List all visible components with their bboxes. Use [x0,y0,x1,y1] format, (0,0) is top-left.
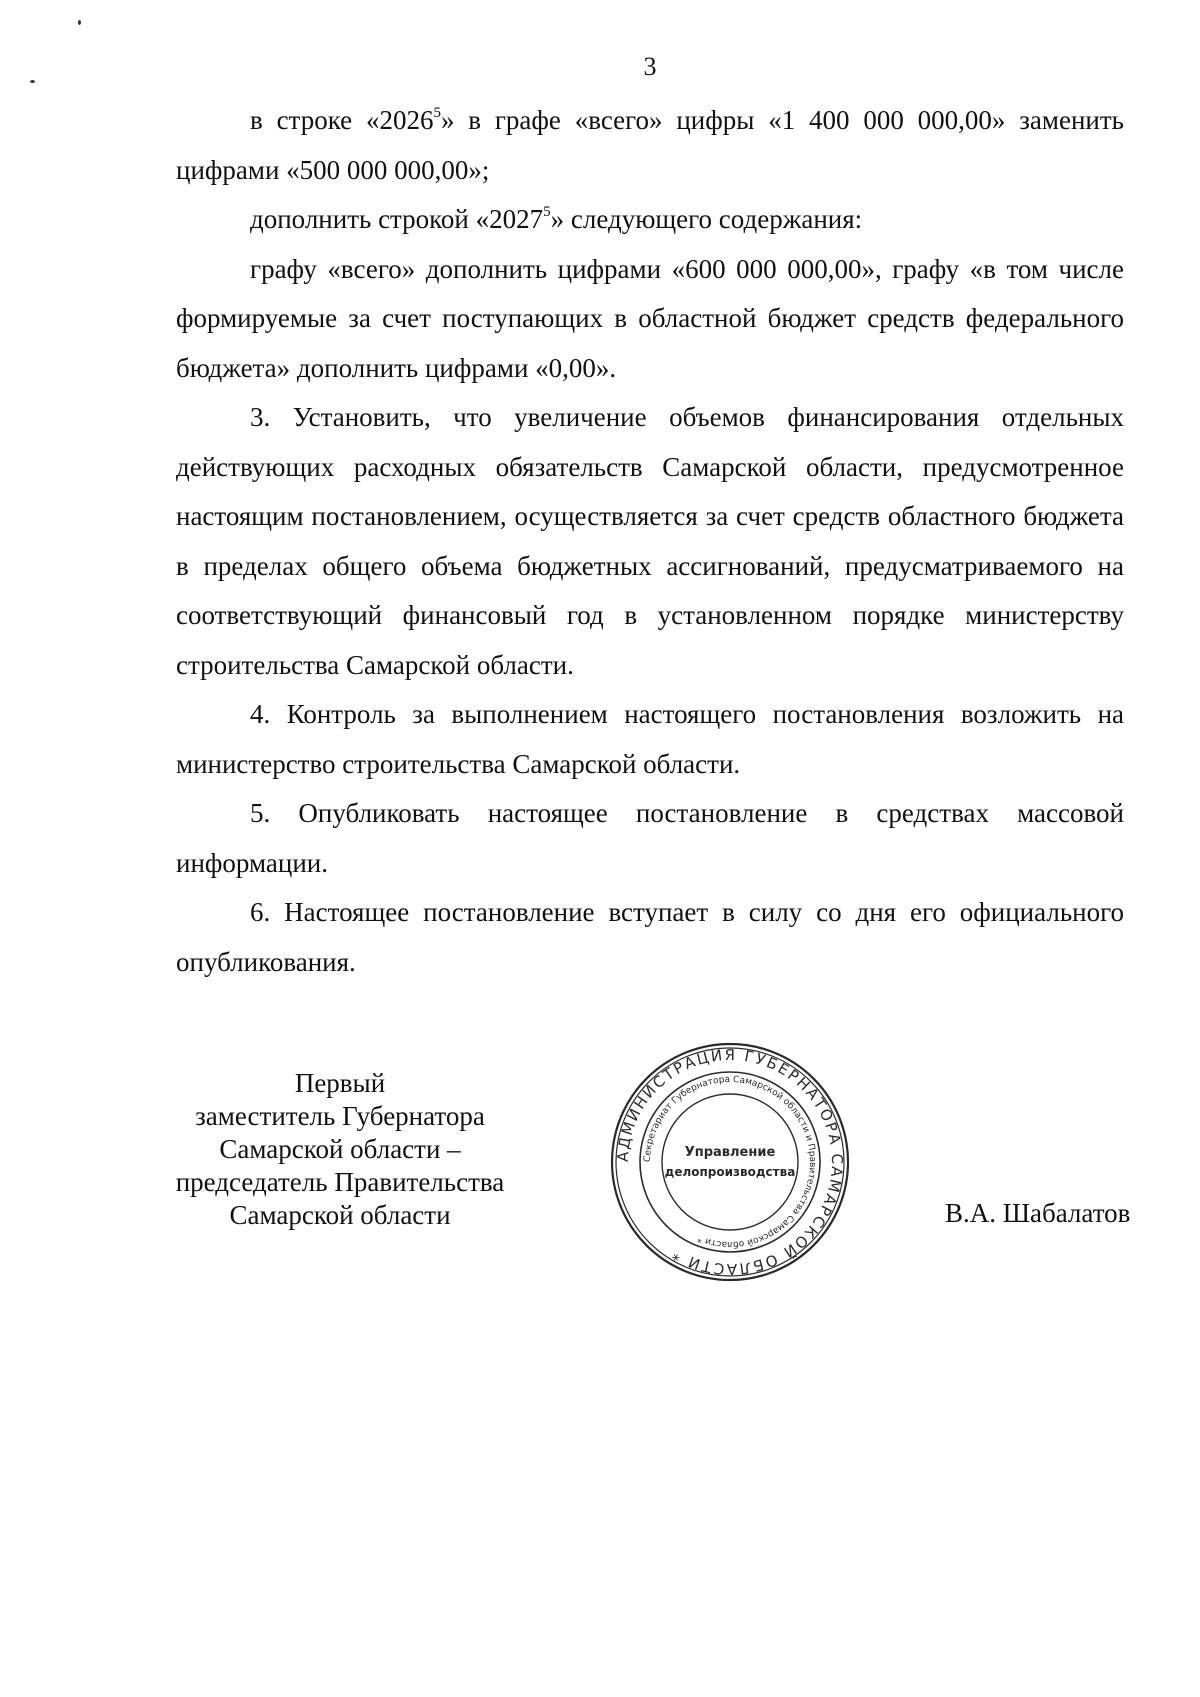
official-seal [608,1040,852,1284]
paragraph-item-5: 5. Опубликовать настоящее постановление в средствах массовой информации. [176,798,1124,878]
paragraph-column-values: графу «всего» дополнить цифрами «600 000 000,00», графу «в том числе формируемые за счет поступающих в областной бюджет средств федерального бюджета» дополнить цифрами «0,00». [176,253,1124,383]
position-line: заместитель Губернатора [195,1101,485,1131]
paragraph-item-4: 4. Контроль за выполнением настоящего постановления возложить на министерство строительства Самарской области. [176,699,1124,779]
position-line: Самарской области [229,1200,451,1230]
paragraph-amend-2026 [176,96,1124,195]
paragraph-text: в строке «2026 [250,105,434,135]
seal-inner-text: Секретариат Губернатора Самарской области и Правительства Самарской области * [642,1074,818,1250]
signatory-name: В.А. Шабалатов [945,1198,1131,1228]
page-number: 3 [643,52,657,81]
position-line: Самарской области – [219,1134,461,1164]
seal-middle-ring [640,1072,820,1252]
seal-inner-ring [662,1094,798,1230]
superscript-footnote: 5 [433,105,441,121]
paragraph-item-6: 6. Настоящее постановление вступает в силу со дня его официального опубликования. [176,897,1124,977]
seal-outer-text: АДМИНИСТРАЦИЯ ГУБЕРНАТОРА САМАРСКОЙ ОБЛАСТИ * [613,1045,847,1279]
scan-artifact [78,20,81,25]
scan-artifact [30,80,35,83]
paragraph-text: » следующего содержания: [550,204,863,234]
position-line: председатель Правительства [175,1167,505,1197]
seal-center-line-1: Управление [684,1145,776,1160]
paragraph-text: дополнить строкой «2027 [250,204,544,234]
paragraph-item-3: 3. Установить, что увеличение объемов финансирования отдельных действующих расходных обязательств Самарской области, предусмотренное настоящим постановлением, осуществляется за счет средств областного бюджета в пределах общего объема бюджетных ассигнований, предусматриваемого на соответствующий финансовый год в установленном порядке министерству строительства Самарской области. [176,402,1124,680]
position-line: Первый [294,1068,386,1098]
seal-center-line-2: делопроизводства [664,1165,796,1179]
paragraph-add-2027 [176,195,1124,245]
paragraph-text: » в графе «всего» цифры «1 400 000 000,00» заменить цифрами «500 000 000,00»; [176,105,1124,185]
signatory-position [130,1067,550,1232]
superscript-footnote: 5 [543,204,551,220]
document-body [176,96,1124,987]
